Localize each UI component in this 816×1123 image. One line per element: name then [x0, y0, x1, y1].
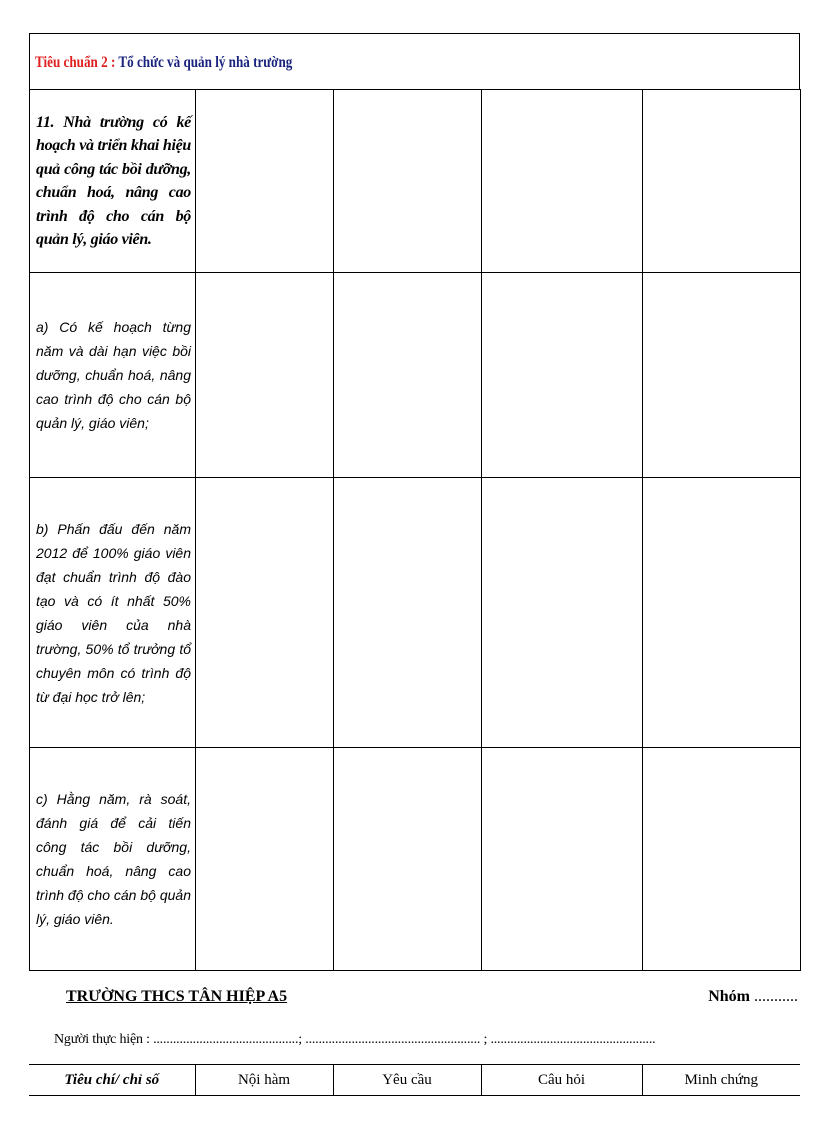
column-question: Câu hỏi	[481, 1065, 642, 1096]
standard-header-text	[35, 54, 292, 72]
table-row	[30, 478, 801, 748]
requirement-cell[interactable]	[334, 90, 482, 273]
indicator-b: b) Phấn đấu đến năm 2012 để 100% giáo viên đạt chuẩn trình độ đào tạo và có ít nhất 50% giáo viên của nhà trường, 50% tổ trưởng tổ chuyên môn có trình độ từ đại học trở lên;	[36, 520, 191, 705]
group-label: Nhóm	[708, 988, 750, 1005]
question-cell[interactable]	[482, 478, 643, 748]
indicator-a: a) Có kế hoạch từng năm và dài hạn việc bồi dưỡng, chuẩn hoá, nâng cao trình độ cho cán bộ quản lý, giáo viên;	[36, 319, 191, 431]
criterion-title: 11. Nhà trường có kế hoạch và triển khai hiệu quả công tác bồi dưỡng, chuẩn hoá, nâng cao trình độ cho cán bộ quản lý, giáo viên.	[36, 113, 191, 248]
question-cell[interactable]	[482, 748, 643, 971]
indicator-c: c) Hằng năm, rà soát, đánh giá để cải tiến công tác bồi dưỡng, chuẩn hoá, nâng cao trình độ cho cán bộ quản lý, giáo viên.	[36, 791, 191, 927]
criterion-cell	[30, 748, 196, 971]
requirement-cell[interactable]	[334, 478, 482, 748]
column-header-table	[29, 1064, 800, 1096]
column-header-row	[29, 1065, 800, 1096]
group-field	[708, 988, 798, 1006]
evidence-cell[interactable]	[643, 90, 801, 273]
standard-header	[29, 33, 800, 90]
evidence-cell[interactable]	[643, 748, 801, 971]
column-criterion: Tiêu chí/ chỉ số	[29, 1065, 195, 1096]
column-requirement: Yêu cầu	[333, 1065, 481, 1096]
criterion-cell	[30, 90, 196, 273]
question-cell[interactable]	[482, 273, 643, 478]
criterion-cell	[30, 478, 196, 748]
column-content: Nội hàm	[195, 1065, 333, 1096]
requirement-cell[interactable]	[334, 273, 482, 478]
content-cell[interactable]	[196, 478, 334, 748]
column-evidence: Minh chứng	[642, 1065, 800, 1096]
content-cell[interactable]	[196, 748, 334, 971]
group-dots[interactable]: ...........	[754, 988, 798, 1005]
criteria-table	[29, 89, 801, 971]
question-cell[interactable]	[482, 90, 643, 273]
requirement-cell[interactable]	[334, 748, 482, 971]
table-row	[30, 748, 801, 971]
table-row	[30, 273, 801, 478]
evidence-cell[interactable]	[643, 478, 801, 748]
standard-label: Tiêu chuẩn 2 :	[35, 54, 116, 71]
evidence-cell[interactable]	[643, 273, 801, 478]
school-name: TRƯỜNG THCS TÂN HIỆP A5	[66, 988, 288, 1005]
content-cell[interactable]	[196, 90, 334, 273]
performer-line[interactable]: Người thực hiện : ............................................; ..................................................... ; ..................................................	[54, 1032, 656, 1047]
content-cell[interactable]	[196, 273, 334, 478]
table-row	[30, 90, 801, 273]
criterion-cell	[30, 273, 196, 478]
standard-title: Tổ chức và quản lý nhà trường	[118, 54, 293, 71]
